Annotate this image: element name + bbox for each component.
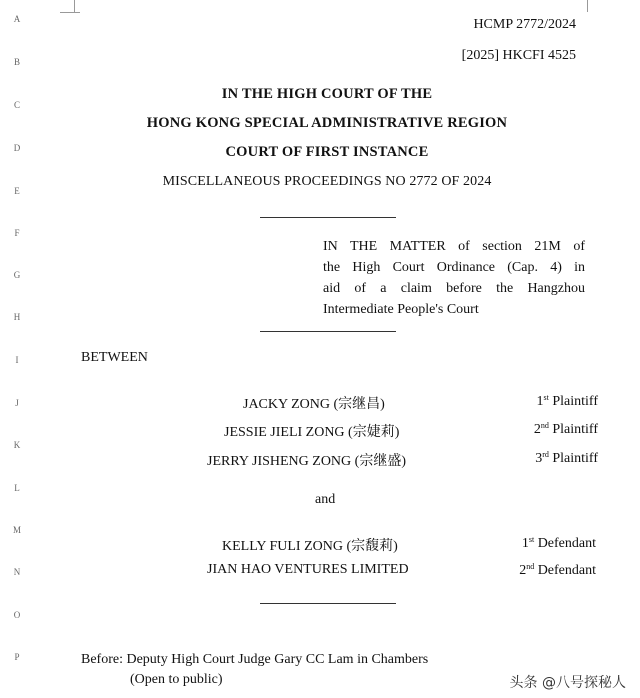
matter-line: IN THE MATTER of section 21M of	[323, 239, 585, 254]
margin-letter: G	[13, 270, 21, 280]
margin-letter: E	[14, 186, 20, 196]
divider-rule	[260, 603, 396, 604]
margin-letter: B	[13, 57, 20, 67]
matter-line: the High Court Ordinance (Cap. 4) in	[323, 260, 585, 275]
watermark-text: 头条 @八号探秘人	[509, 675, 626, 691]
margin-letter: N	[13, 567, 21, 577]
margin-letter: F	[14, 228, 20, 238]
plaintiff-name: JESSIE JIELI ZONG (宗婕莉)	[224, 425, 400, 440]
proceedings-title: MISCELLANEOUS PROCEEDINGS NO 2772 OF 2024	[162, 174, 492, 189]
plaintiff-name: JERRY JISHENG ZONG (宗继盛)	[207, 454, 406, 469]
plaintiff-role: 2nd Plaintiff	[533, 421, 598, 437]
defendant-name: KELLY FULI ZONG (宗馥莉)	[222, 539, 398, 554]
plaintiff-role: 3rd Plaintiff	[535, 450, 598, 466]
before-judge: Before: Deputy High Court Judge Gary CC Lam in Chambers	[81, 652, 429, 667]
between-label: BETWEEN	[81, 350, 148, 365]
matter-block	[323, 236, 585, 320]
margin-letter: D	[13, 143, 21, 153]
matter-line: aid of a claim before the Hangzhou	[323, 281, 585, 296]
margin-letter: P	[14, 652, 20, 662]
defendant-role: 1st Defendant	[521, 535, 596, 551]
top-margin-mark	[74, 0, 75, 12]
margin-letter: O	[13, 610, 21, 620]
margin-letter: L	[14, 483, 20, 493]
divider-rule	[260, 217, 396, 218]
defendant-name: JIAN HAO VENTURES LIMITED	[207, 562, 409, 577]
court-heading-1: IN THE HIGH COURT OF THE	[221, 86, 433, 102]
plaintiff-name: JACKY ZONG (宗继昌)	[243, 397, 385, 412]
open-to-public: (Open to public)	[130, 672, 223, 687]
top-margin-line	[60, 12, 80, 13]
divider-rule	[260, 331, 396, 332]
plaintiff-role: 1st Plaintiff	[536, 393, 598, 409]
case-citation: [2025] HKCFI 4525	[461, 48, 576, 63]
defendant-role: 2nd Defendant	[519, 562, 596, 578]
margin-letter: H	[13, 312, 21, 322]
margin-letter: J	[15, 398, 19, 408]
margin-letter: K	[13, 440, 21, 450]
top-margin-mark	[587, 0, 588, 12]
matter-line: Intermediate People's Court	[323, 302, 479, 317]
case-number: HCMP 2772/2024	[473, 17, 576, 32]
court-heading-3: COURT OF FIRST INSTANCE	[225, 144, 429, 160]
margin-letter: C	[13, 100, 20, 110]
margin-letter: M	[12, 525, 21, 535]
margin-letter: I	[15, 355, 19, 365]
margin-letter: A	[13, 14, 21, 24]
and-label: and	[315, 492, 336, 507]
court-heading-2: HONG KONG SPECIAL ADMINISTRATIVE REGION	[146, 115, 508, 131]
watermark	[510, 672, 626, 692]
